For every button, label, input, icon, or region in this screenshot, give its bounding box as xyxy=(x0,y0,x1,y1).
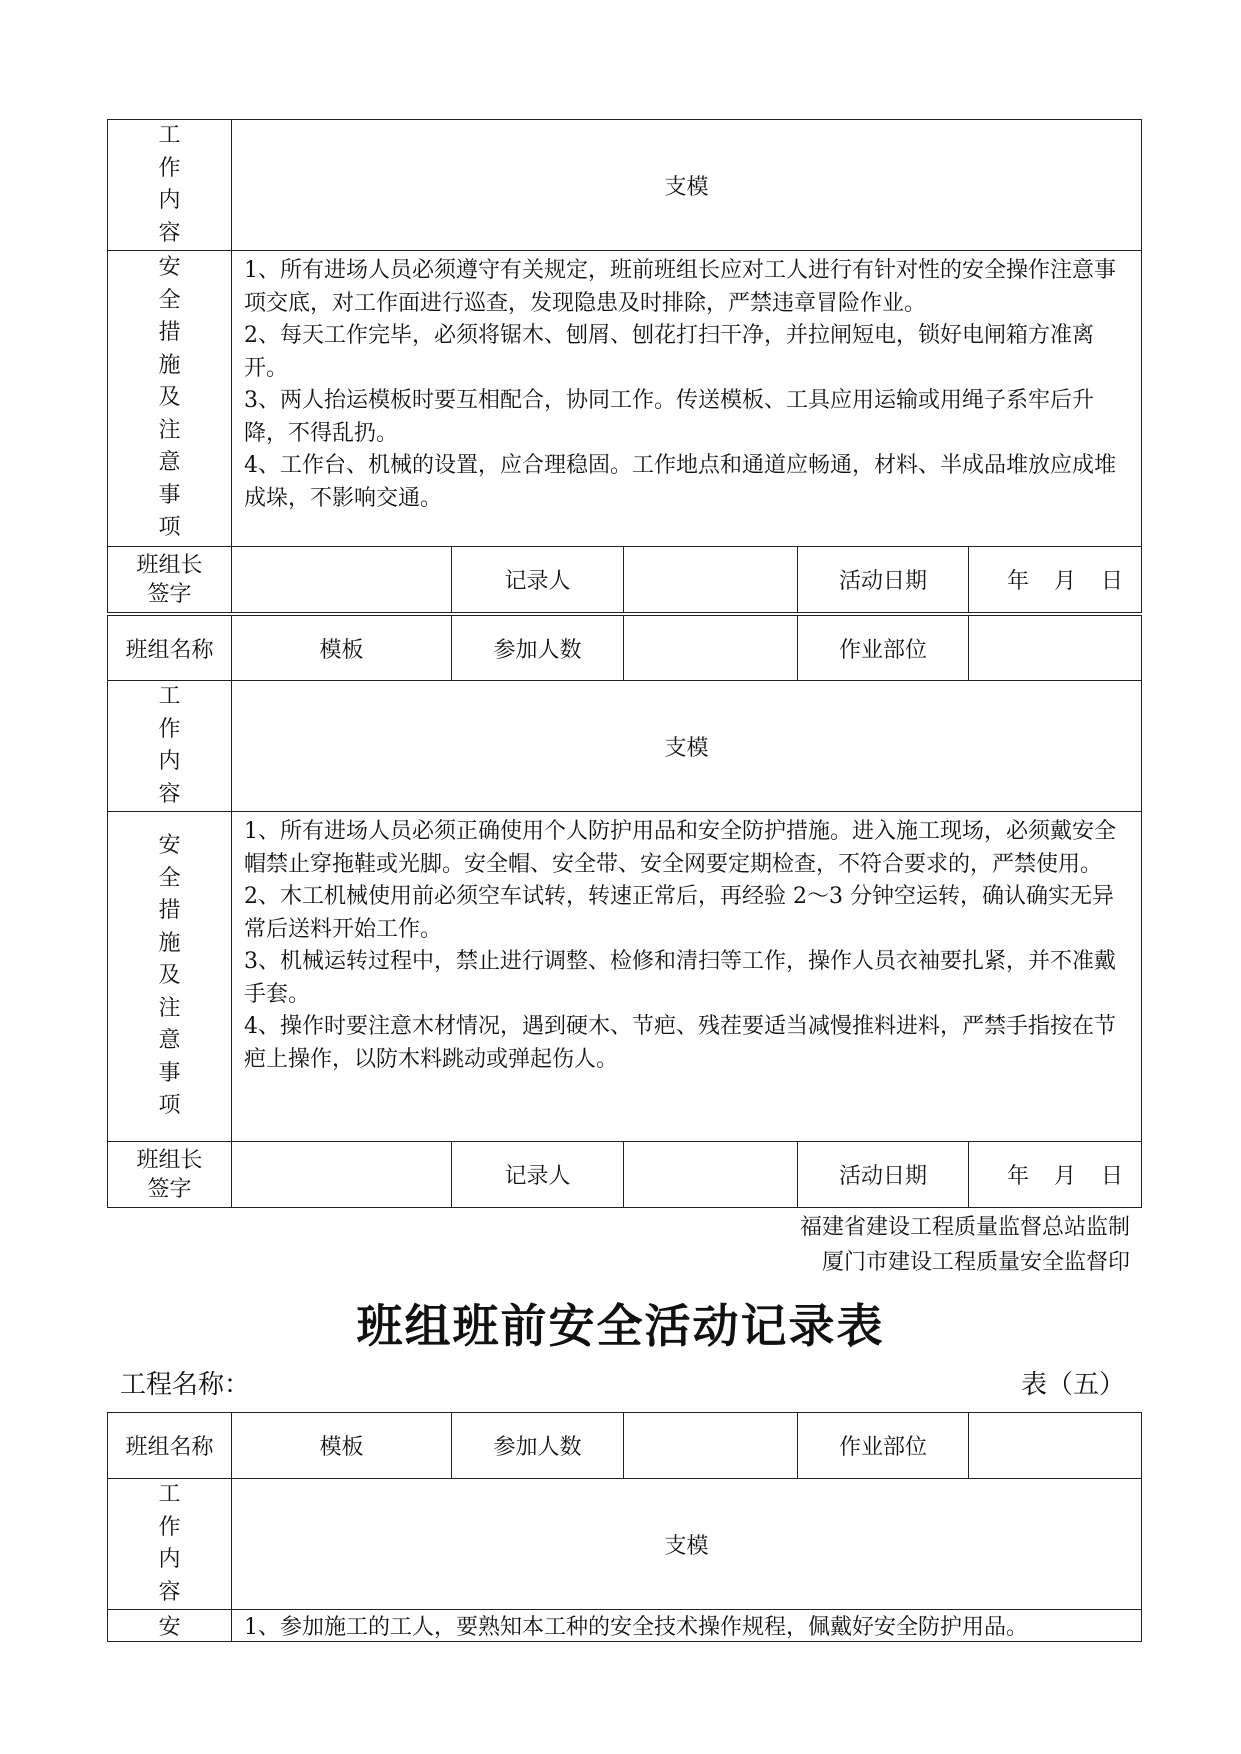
work-content-label: 工 作 内 容 xyxy=(108,120,232,251)
recorder-field[interactable] xyxy=(624,1142,798,1208)
team-name-label: 班组名称 xyxy=(108,616,232,681)
participants-field[interactable] xyxy=(624,1413,798,1479)
leader-sign-field[interactable] xyxy=(232,547,452,613)
recorder-label: 记录人 xyxy=(452,547,624,613)
work-location-field[interactable] xyxy=(969,1413,1142,1479)
project-name-label: 工程名称： xyxy=(120,1370,251,1400)
team-name-value: 模板 xyxy=(232,616,452,681)
form-title: 班组班前安全活动记录表 xyxy=(356,1299,885,1353)
work-location-label: 作业部位 xyxy=(798,616,969,681)
activity-date-label: 活动日期 xyxy=(798,547,969,613)
recorder-label: 记录人 xyxy=(452,1142,624,1208)
form-number: 表（五） xyxy=(1020,1370,1125,1400)
activity-date-field[interactable]: 年 月 日 xyxy=(969,1142,1142,1208)
participants-field[interactable] xyxy=(624,616,798,681)
leader-sign-label: 班组长 签字 xyxy=(108,547,232,613)
footer-supervisor: 福建省建设工程质量监督总站监制 xyxy=(799,1215,1130,1240)
safety-measures-label: 安 xyxy=(108,1610,232,1642)
participants-label: 参加人数 xyxy=(452,616,624,681)
record-table-2 xyxy=(107,615,1142,1208)
participants-label: 参加人数 xyxy=(452,1413,624,1479)
safety-measures-text: 1、所有进场人员必须正确使用个人防护用品和安全防护措施。进入施工现场，必须戴安全帽禁止穿拖鞋或光脚。安全帽、安全带、安全网要定期检查，不符合要求的，严禁使用。 2、木工机械使用前必须空车试转，转速正常后，再经验 2～3 分钟空运转，确认确实无异常后送料开始工作。 3、机械运转过程中，禁止进行调整、检修和清扫等工作，操作人员衣袖要扎紧，并不准戴手套。 4、操作时要注意木材情况，遇到硬木、节疤、残茬要适当减慢推料进料，严禁手指按在节疤上操作，以防木料跳动或弹起伤人。 xyxy=(232,812,1142,1142)
work-content-label: 工 作 内 容 xyxy=(108,1479,232,1610)
footer-printer: 厦门市建设工程质量安全监督印 xyxy=(821,1250,1130,1275)
work-content-label: 工 作 内 容 xyxy=(108,681,232,812)
work-content-value: 支模 xyxy=(232,1479,1142,1610)
recorder-field[interactable] xyxy=(624,547,798,613)
safety-measures-text: 1、参加施工的工人，要熟知本工种的安全技术操作规程，佩戴好安全防护用品。 xyxy=(232,1610,1142,1642)
work-location-label: 作业部位 xyxy=(798,1413,969,1479)
team-name-value: 模板 xyxy=(232,1413,452,1479)
leader-sign-field[interactable] xyxy=(232,1142,452,1208)
record-table-1 xyxy=(107,119,1142,613)
safety-measures-label: 安 全 措 施 及 注 意 事 项 xyxy=(108,251,232,547)
safety-measures-text: 1、所有进场人员必须遵守有关规定，班前班组长应对工人进行有针对性的安全操作注意事项交底，对工作面进行巡查，发现隐患及时排除，严禁违章冒险作业。 2、每天工作完毕，必须将锯木、刨屑、刨花打扫干净，并拉闸短电，锁好电闸箱方准离开。 3、两人抬运模板时要互相配合，协同工作。传送模板、工具应用运输或用绳子系牢后升降，不得乱扔。 4、工作台、机械的设置，应合理稳固。工作地点和通道应畅通，材料、半成品堆放应成堆成垛，不影响交通。 xyxy=(232,251,1142,547)
safety-measures-label: 安 全 措 施 及 注 意 事 项 xyxy=(108,812,232,1142)
record-table-3 xyxy=(107,1412,1142,1642)
work-content-value: 支模 xyxy=(232,120,1142,251)
activity-date-label: 活动日期 xyxy=(798,1142,969,1208)
team-name-label: 班组名称 xyxy=(108,1413,232,1479)
activity-date-field[interactable]: 年 月 日 xyxy=(969,547,1142,613)
work-location-field[interactable] xyxy=(969,616,1142,681)
work-content-value: 支模 xyxy=(232,681,1142,812)
leader-sign-label: 班组长 签字 xyxy=(108,1142,232,1208)
